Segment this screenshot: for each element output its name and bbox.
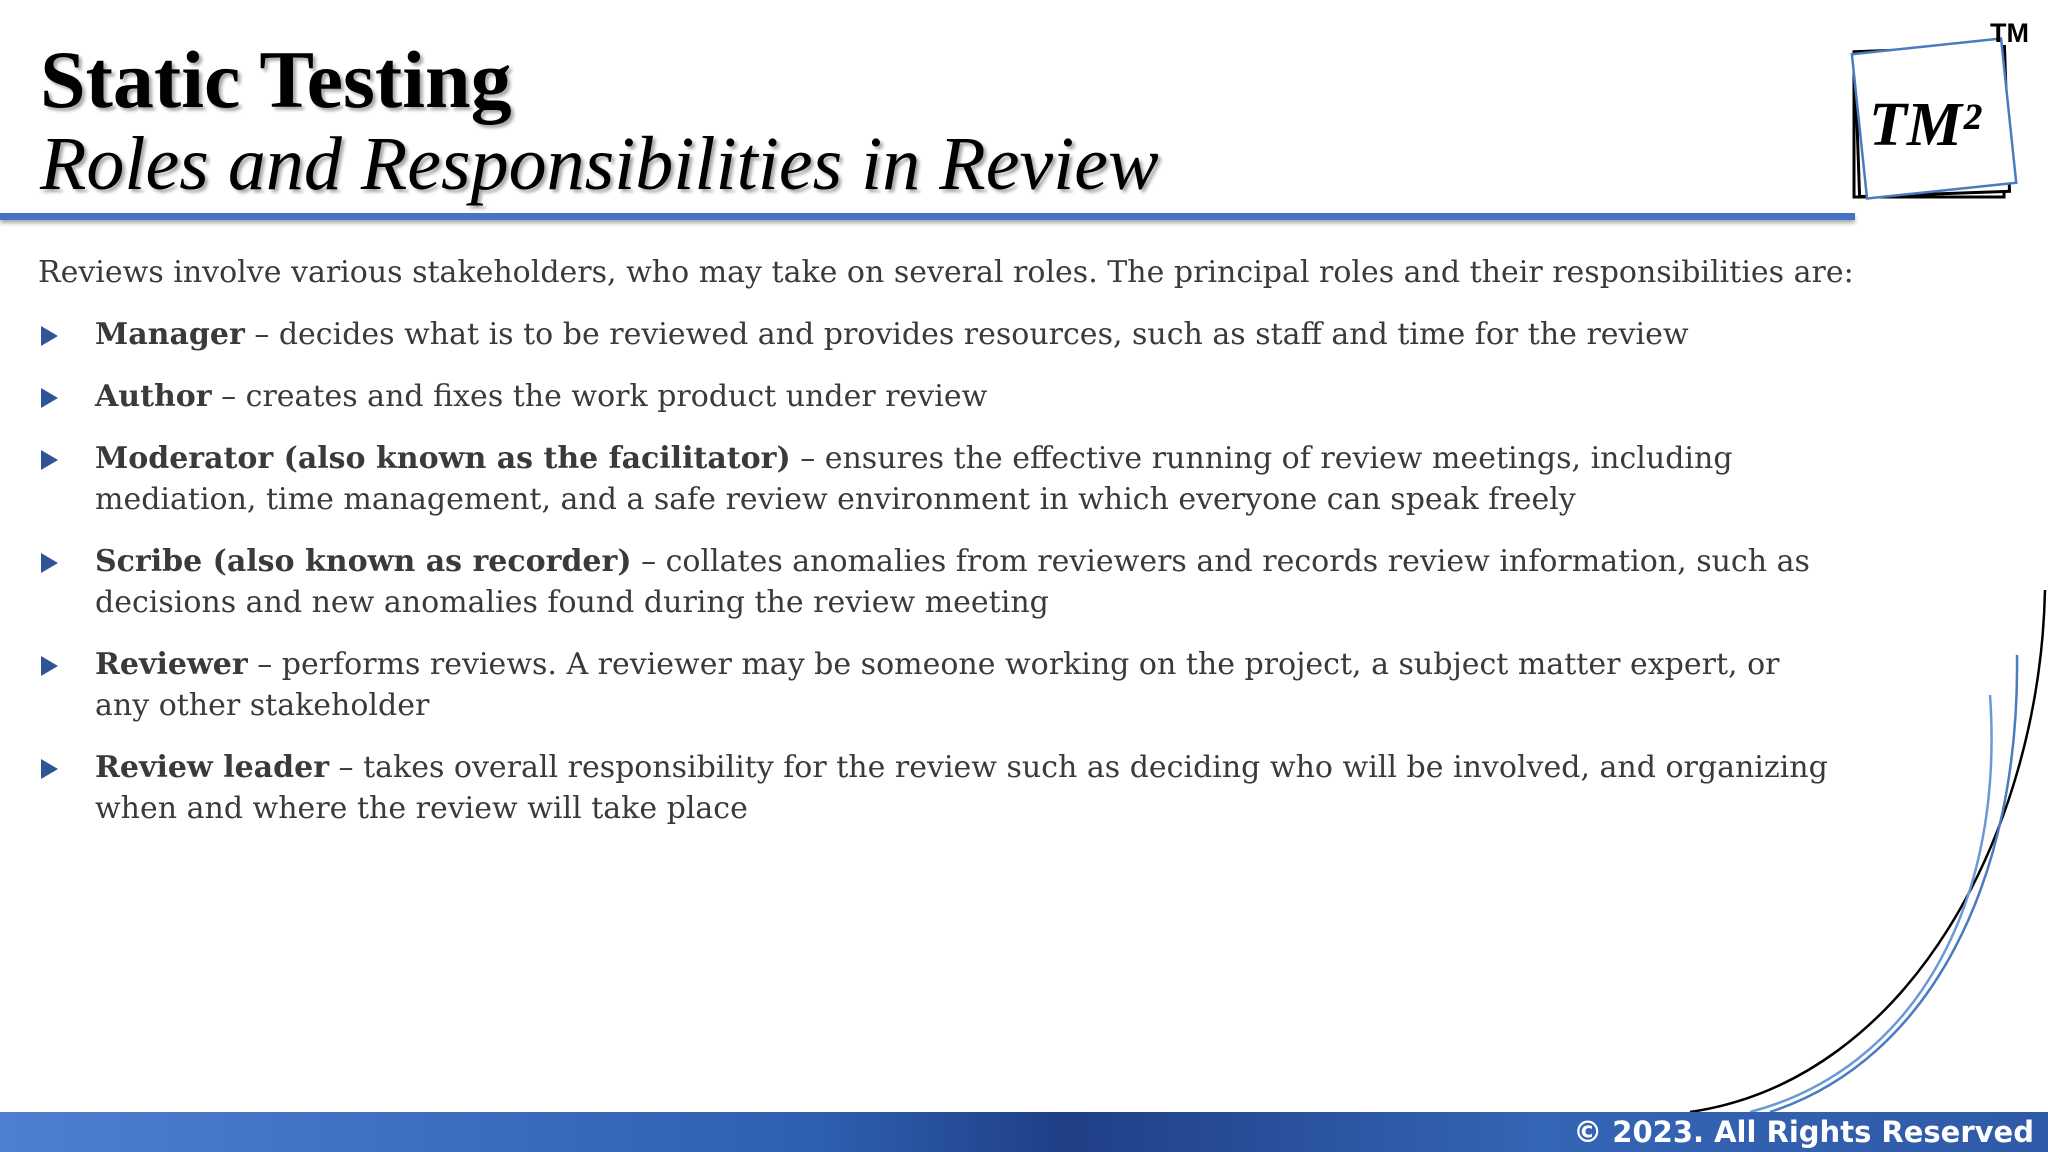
- copyright-text: © 2023. All Rights Reserved: [1573, 1115, 2034, 1149]
- role-item-manager: [38, 314, 1838, 355]
- role-description: – collates anomalies from reviewers and records review information, such as decisions and new anomalies found during the review meeting: [95, 544, 1810, 620]
- triangle-right-icon: [41, 388, 58, 408]
- decorative-arcs: [1660, 580, 2048, 1112]
- role-name: Manager: [95, 317, 245, 352]
- triangle-right-icon: [41, 656, 58, 676]
- role-name: Scribe (also known as recorder): [95, 544, 632, 579]
- role-name: Author: [95, 379, 212, 414]
- triangle-right-icon: [41, 553, 58, 573]
- role-description: – decides what is to be reviewed and provides resources, such as staff and time for the review: [254, 317, 1689, 352]
- slide-subtitle: Roles and Responsibilities in Review: [40, 122, 1159, 206]
- header-divider: [0, 213, 1855, 220]
- role-item-reviewer: [38, 644, 1838, 726]
- role-item-scribe: [38, 541, 1838, 623]
- role-name: Reviewer: [95, 647, 248, 682]
- role-name: Moderator (also known as the facilitator): [95, 441, 791, 476]
- logo-text: TM²: [1869, 91, 1981, 159]
- slide-content: [38, 252, 1854, 850]
- role-item-author: [38, 376, 1838, 417]
- role-item-moderator: [38, 438, 1838, 520]
- slide-title: Static Testing: [40, 34, 512, 125]
- triangle-right-icon: [41, 759, 58, 779]
- intro-text: Reviews involve various stakeholders, who may take on several roles. The principal roles and their responsibilities are:: [38, 255, 1854, 290]
- role-description: – ensures the effective running of review meetings, including mediation, time management, and a safe review environment in which everyone can speak freely: [95, 441, 1733, 517]
- triangle-right-icon: [41, 326, 58, 346]
- role-description: – performs reviews. A reviewer may be someone working on the project, a subject matter expert, or any other stakeholder: [95, 647, 1780, 723]
- role-description: – takes overall responsibility for the review such as deciding who will be involved, and organizing when and where the review will take place: [95, 750, 1828, 826]
- triangle-right-icon: [41, 450, 58, 470]
- role-name: Review leader: [95, 750, 329, 785]
- footer-bar: [0, 1112, 2048, 1152]
- role-item-review-leader: [38, 747, 1838, 829]
- roles-list: [38, 314, 1838, 829]
- trademark-symbol: TM: [1990, 18, 2029, 48]
- role-description: – creates and fixes the work product under review: [221, 379, 988, 414]
